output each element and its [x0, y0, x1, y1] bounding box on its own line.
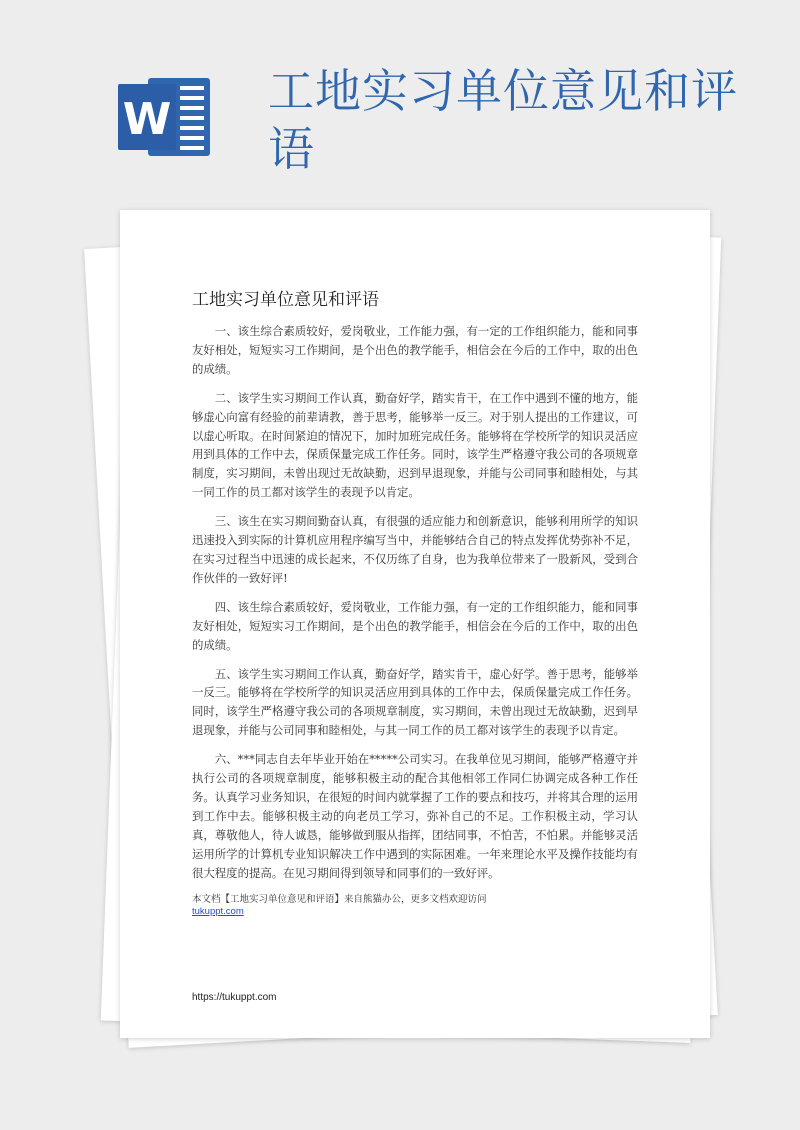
paragraph: 五、该学生实习期间工作认真，勤奋好学，踏实肯干，虚心好学。善于思考，能够举一反三。能够将在学校所学的知识灵活应用到具体的工作中去，保质保量完成工作任务。同时，该学生严格遵守我公司的各项规章制度，实习期间，未曾出现过无故缺勤，迟到早退现象，并能与公司同事和睦相处，与其一同工作的员工都对该学生的表现予以肯定。	[192, 666, 638, 738]
paragraph: 二、该学生实习期间工作认真，勤奋好学，踏实肯干，在工作中遇到不懂的地方，能够虚心向富有经验的前辈请教，善于思考，能够举一反三。对于别人提出的工作建议，可以虚心听取。在时间紧迫的情况下，加时加班完成任务。能够将在学校所学的知识灵活应用到具体的工作中去，保质保量完成工作任务。同时，该学生严格遵守我公司的各项规章制度，实习期间，未曾出现过无故缺勤，迟到早退现象，并能与公司同事和睦相处，与其一同工作的员工都对该学生的表现予以肯定。	[192, 390, 638, 500]
document-title: 工地实习单位意见和评语	[192, 290, 379, 310]
svg-text:W: W	[122, 94, 172, 145]
paragraph: 一、该生综合素质较好，爱岗敬业，工作能力强，有一定的工作组织能力，能和同事友好相处，短短实习工作期间，是个出色的教学能手，相信会在今后的工作中，取的出色的成绩。	[192, 324, 638, 376]
paragraph: 六、***同志自去年毕业开始在*****公司实习。在我单位见习期间，能够严格遵守并执行公司的各项规章制度，能够积极主动的配合其他相邻工作同仁协调完成各种工作任务。认真学习业务知识，在很短的时间内就掌握了工作的要点和技巧，并将其合理的运用到工作中去。能够积极主动的向老员工学习，弥补自己的不足。工作积极主动，学习认真，尊敬他人，待人诚恳，能够做到服从指挥，团结同事，不怕苦，不怕累。并能够灵活运用所学的计算机专业知识解决工作中遇到的实际困难。一年来理论水平及操作技能均有很大程度的提高。在见习期间得到领导和同事们的一致好评。	[192, 752, 638, 880]
paragraph: 三、该生在实习期间勤奋认真，有很强的适应能力和创新意识，能够利用所学的知识迅速投入到实际的计算机应用程序编写当中，并能够结合自己的特点发挥优势弥补不足，在实习过程当中迅速的成长起来，不仅历练了自身，也为我单位带来了一股新风，受到合作伙伴的一致好评!	[192, 514, 638, 585]
source-note: 本文档【工地实习单位意见和评语】来自熊猫办公，更多文档欢迎访问	[192, 894, 487, 905]
source-link[interactable]: tukuppt.com	[192, 906, 244, 917]
page-footer-url[interactable]: https://tukuppt.com	[192, 992, 277, 1003]
document-body	[192, 322, 638, 892]
paragraph: 四、该生综合素质较好，爱岗敬业，工作能力强，有一定的工作组织能力，能和同事友好相处，短短实习工作期间，是个出色的教学能手，相信会在今后的工作中，取的出色的成绩。	[192, 599, 638, 652]
word-document-icon	[118, 72, 213, 162]
banner-title: 工地实习单位意见和评语	[268, 64, 738, 176]
